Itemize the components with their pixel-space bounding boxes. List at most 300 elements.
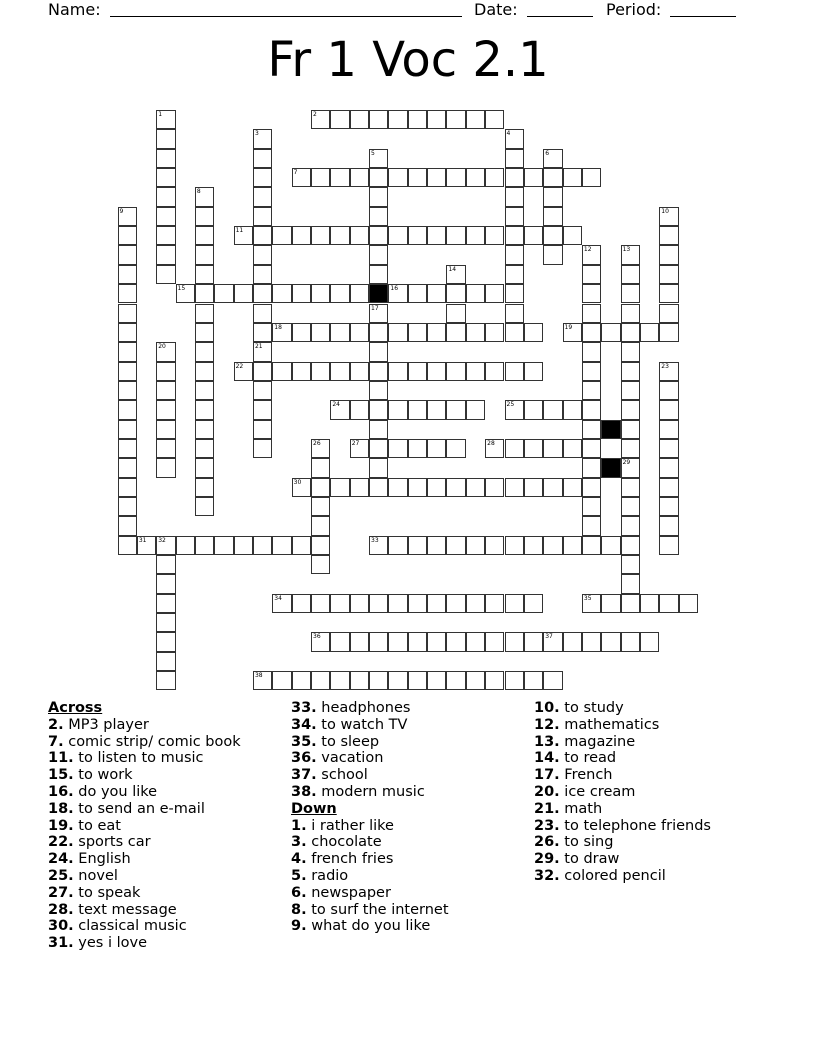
grid-cell[interactable]	[176, 284, 195, 303]
grid-cell[interactable]	[311, 478, 330, 497]
grid-cell[interactable]	[505, 168, 524, 187]
grid-cell[interactable]	[195, 497, 214, 516]
grid-cell[interactable]	[253, 245, 272, 264]
grid-cell[interactable]	[311, 110, 330, 129]
grid-cell[interactable]	[330, 110, 349, 129]
grid-cell[interactable]	[369, 362, 388, 381]
grid-cell[interactable]	[253, 323, 272, 342]
grid-cell[interactable]	[563, 226, 582, 245]
grid-cell[interactable]	[388, 110, 407, 129]
grid-cell[interactable]	[485, 323, 504, 342]
grid-cell[interactable]	[408, 323, 427, 342]
grid-cell[interactable]	[369, 381, 388, 400]
grid-cell[interactable]	[311, 284, 330, 303]
grid-cell[interactable]	[292, 478, 311, 497]
grid-cell[interactable]	[118, 516, 137, 535]
grid-cell[interactable]	[156, 149, 175, 168]
grid-cell[interactable]	[601, 632, 620, 651]
grid-cell[interactable]	[388, 632, 407, 651]
grid-cell[interactable]	[427, 632, 446, 651]
grid-cell[interactable]	[253, 129, 272, 148]
grid-cell[interactable]	[621, 555, 640, 574]
grid-cell[interactable]	[524, 632, 543, 651]
grid-cell[interactable]	[350, 632, 369, 651]
grid-cell[interactable]	[505, 362, 524, 381]
grid-cell[interactable]	[118, 439, 137, 458]
grid-cell[interactable]	[330, 400, 349, 419]
grid-cell[interactable]	[369, 400, 388, 419]
grid-cell[interactable]	[272, 362, 291, 381]
grid-cell[interactable]	[582, 168, 601, 187]
grid-cell[interactable]	[621, 536, 640, 555]
grid-cell[interactable]	[582, 245, 601, 264]
grid-cell[interactable]	[195, 420, 214, 439]
grid-cell[interactable]	[408, 478, 427, 497]
grid-cell[interactable]	[369, 594, 388, 613]
grid-cell[interactable]	[466, 226, 485, 245]
grid-cell[interactable]	[388, 168, 407, 187]
grid-cell[interactable]	[156, 187, 175, 206]
grid-cell[interactable]	[156, 574, 175, 593]
grid-cell[interactable]	[369, 245, 388, 264]
grid-cell[interactable]	[621, 594, 640, 613]
grid-cell[interactable]	[369, 478, 388, 497]
grid-cell[interactable]	[582, 420, 601, 439]
grid-cell[interactable]	[659, 304, 678, 323]
grid-cell[interactable]	[118, 381, 137, 400]
grid-cell[interactable]	[505, 129, 524, 148]
grid-cell[interactable]	[427, 478, 446, 497]
grid-cell[interactable]	[582, 594, 601, 613]
grid-cell[interactable]	[156, 652, 175, 671]
grid-cell[interactable]	[156, 613, 175, 632]
grid-cell[interactable]	[350, 400, 369, 419]
grid-cell[interactable]	[253, 420, 272, 439]
grid-cell[interactable]	[427, 110, 446, 129]
grid-cell[interactable]	[369, 439, 388, 458]
grid-cell[interactable]	[659, 207, 678, 226]
grid-cell[interactable]	[388, 671, 407, 690]
grid-cell[interactable]	[350, 226, 369, 245]
grid-cell[interactable]	[659, 420, 678, 439]
grid-cell[interactable]	[214, 536, 233, 555]
grid-cell[interactable]	[582, 284, 601, 303]
grid-cell[interactable]	[253, 207, 272, 226]
grid-cell[interactable]	[369, 342, 388, 361]
grid-cell[interactable]	[156, 400, 175, 419]
grid-cell[interactable]	[582, 516, 601, 535]
grid-cell[interactable]	[369, 149, 388, 168]
grid-cell[interactable]	[195, 207, 214, 226]
grid-cell[interactable]	[350, 439, 369, 458]
grid-cell[interactable]	[446, 594, 465, 613]
grid-cell[interactable]	[156, 245, 175, 264]
grid-cell[interactable]	[311, 594, 330, 613]
grid-cell[interactable]	[446, 671, 465, 690]
grid-cell[interactable]	[156, 594, 175, 613]
grid-cell[interactable]	[330, 478, 349, 497]
grid-cell[interactable]	[311, 323, 330, 342]
grid-cell[interactable]	[156, 226, 175, 245]
grid-cell[interactable]	[543, 226, 562, 245]
grid-cell[interactable]	[369, 536, 388, 555]
grid-cell[interactable]	[408, 439, 427, 458]
grid-cell[interactable]	[659, 400, 678, 419]
grid-cell[interactable]	[118, 265, 137, 284]
grid-cell[interactable]	[505, 284, 524, 303]
grid-cell[interactable]	[505, 439, 524, 458]
grid-cell[interactable]	[505, 245, 524, 264]
grid-cell[interactable]	[563, 439, 582, 458]
grid-cell[interactable]	[195, 245, 214, 264]
grid-cell[interactable]	[621, 478, 640, 497]
grid-cell[interactable]	[659, 323, 678, 342]
grid-cell[interactable]	[427, 439, 446, 458]
grid-cell[interactable]	[524, 400, 543, 419]
grid-cell[interactable]	[505, 226, 524, 245]
grid-cell[interactable]	[446, 536, 465, 555]
grid-cell[interactable]	[505, 149, 524, 168]
grid-cell[interactable]	[466, 400, 485, 419]
grid-cell[interactable]	[292, 284, 311, 303]
grid-cell[interactable]	[505, 671, 524, 690]
grid-cell[interactable]	[485, 284, 504, 303]
grid-cell[interactable]	[563, 478, 582, 497]
grid-cell[interactable]	[253, 362, 272, 381]
grid-cell[interactable]	[156, 129, 175, 148]
grid-cell[interactable]	[118, 226, 137, 245]
grid-cell[interactable]	[118, 342, 137, 361]
grid-cell[interactable]	[408, 110, 427, 129]
grid-cell[interactable]	[446, 226, 465, 245]
grid-cell[interactable]	[543, 187, 562, 206]
grid-cell[interactable]	[118, 536, 137, 555]
grid-cell[interactable]	[369, 420, 388, 439]
grid-cell[interactable]	[601, 323, 620, 342]
grid-cell[interactable]	[292, 536, 311, 555]
grid-cell[interactable]	[253, 168, 272, 187]
grid-cell[interactable]	[408, 536, 427, 555]
grid-cell[interactable]	[601, 594, 620, 613]
grid-cell[interactable]	[118, 362, 137, 381]
grid-cell[interactable]	[311, 168, 330, 187]
grid-cell[interactable]	[156, 207, 175, 226]
grid-cell[interactable]	[621, 516, 640, 535]
grid-cell[interactable]	[563, 536, 582, 555]
grid-cell[interactable]	[118, 478, 137, 497]
grid-cell[interactable]	[369, 284, 388, 303]
grid-cell[interactable]	[350, 168, 369, 187]
grid-cell[interactable]	[582, 400, 601, 419]
grid-cell[interactable]	[292, 362, 311, 381]
grid-cell[interactable]	[272, 226, 291, 245]
grid-cell[interactable]	[543, 536, 562, 555]
grid-cell[interactable]	[427, 323, 446, 342]
grid-cell[interactable]	[156, 265, 175, 284]
grid-cell[interactable]	[485, 671, 504, 690]
grid-cell[interactable]	[330, 362, 349, 381]
grid-cell[interactable]	[195, 226, 214, 245]
grid-cell[interactable]	[253, 187, 272, 206]
grid-cell[interactable]	[659, 245, 678, 264]
grid-cell[interactable]	[156, 420, 175, 439]
grid-cell[interactable]	[195, 187, 214, 206]
grid-cell[interactable]	[563, 168, 582, 187]
grid-cell[interactable]	[156, 632, 175, 651]
grid-cell[interactable]	[195, 342, 214, 361]
grid-cell[interactable]	[408, 671, 427, 690]
grid-cell[interactable]	[621, 362, 640, 381]
grid-cell[interactable]	[388, 478, 407, 497]
grid-cell[interactable]	[485, 226, 504, 245]
grid-cell[interactable]	[621, 265, 640, 284]
grid-cell[interactable]	[621, 304, 640, 323]
grid-cell[interactable]	[195, 265, 214, 284]
grid-cell[interactable]	[505, 400, 524, 419]
grid-cell[interactable]	[330, 168, 349, 187]
grid-cell[interactable]	[446, 323, 465, 342]
grid-cell[interactable]	[466, 284, 485, 303]
grid-cell[interactable]	[621, 458, 640, 477]
grid-cell[interactable]	[427, 671, 446, 690]
grid-cell[interactable]	[292, 168, 311, 187]
grid-cell[interactable]	[195, 381, 214, 400]
grid-cell[interactable]	[582, 342, 601, 361]
grid-cell[interactable]	[446, 439, 465, 458]
grid-cell[interactable]	[466, 323, 485, 342]
grid-cell[interactable]	[234, 226, 253, 245]
grid-cell[interactable]	[156, 671, 175, 690]
grid-cell[interactable]	[446, 265, 465, 284]
grid-cell[interactable]	[388, 323, 407, 342]
grid-cell[interactable]	[195, 284, 214, 303]
grid-cell[interactable]	[427, 284, 446, 303]
grid-cell[interactable]	[350, 362, 369, 381]
grid-cell[interactable]	[311, 632, 330, 651]
grid-cell[interactable]	[505, 594, 524, 613]
grid-cell[interactable]	[446, 304, 465, 323]
grid-cell[interactable]	[543, 632, 562, 651]
grid-cell[interactable]	[369, 110, 388, 129]
grid-cell[interactable]	[350, 478, 369, 497]
grid-cell[interactable]	[466, 362, 485, 381]
grid-cell[interactable]	[485, 110, 504, 129]
grid-cell[interactable]	[408, 362, 427, 381]
grid-cell[interactable]	[543, 168, 562, 187]
grid-cell[interactable]	[621, 420, 640, 439]
grid-cell[interactable]	[505, 323, 524, 342]
grid-cell[interactable]	[253, 304, 272, 323]
grid-cell[interactable]	[505, 207, 524, 226]
grid-cell[interactable]	[311, 516, 330, 535]
grid-cell[interactable]	[330, 632, 349, 651]
grid-cell[interactable]	[582, 632, 601, 651]
grid-cell[interactable]	[446, 362, 465, 381]
grid-cell[interactable]	[253, 381, 272, 400]
grid-cell[interactable]	[543, 671, 562, 690]
grid-cell[interactable]	[582, 439, 601, 458]
grid-cell[interactable]	[466, 671, 485, 690]
grid-cell[interactable]	[156, 342, 175, 361]
grid-cell[interactable]	[524, 478, 543, 497]
grid-cell[interactable]	[543, 439, 562, 458]
grid-cell[interactable]	[156, 536, 175, 555]
grid-cell[interactable]	[524, 594, 543, 613]
grid-cell[interactable]	[311, 226, 330, 245]
grid-cell[interactable]	[640, 632, 659, 651]
grid-cell[interactable]	[659, 594, 678, 613]
grid-cell[interactable]	[408, 594, 427, 613]
grid-cell[interactable]	[408, 400, 427, 419]
grid-cell[interactable]	[563, 400, 582, 419]
grid-cell[interactable]	[485, 478, 504, 497]
grid-cell[interactable]	[505, 304, 524, 323]
grid-cell[interactable]	[427, 400, 446, 419]
grid-cell[interactable]	[621, 400, 640, 419]
grid-cell[interactable]	[582, 381, 601, 400]
grid-cell[interactable]	[621, 342, 640, 361]
grid-cell[interactable]	[118, 400, 137, 419]
grid-cell[interactable]	[485, 594, 504, 613]
grid-cell[interactable]	[156, 439, 175, 458]
grid-cell[interactable]	[524, 362, 543, 381]
grid-cell[interactable]	[118, 284, 137, 303]
grid-cell[interactable]	[446, 110, 465, 129]
grid-cell[interactable]	[582, 497, 601, 516]
grid-cell[interactable]	[330, 284, 349, 303]
grid-cell[interactable]	[466, 110, 485, 129]
grid-cell[interactable]	[369, 168, 388, 187]
grid-cell[interactable]	[118, 304, 137, 323]
grid-cell[interactable]	[118, 497, 137, 516]
grid-cell[interactable]	[524, 226, 543, 245]
grid-cell[interactable]	[466, 478, 485, 497]
grid-cell[interactable]	[176, 536, 195, 555]
grid-cell[interactable]	[543, 478, 562, 497]
grid-cell[interactable]	[582, 304, 601, 323]
grid-cell[interactable]	[253, 226, 272, 245]
grid-cell[interactable]	[330, 594, 349, 613]
grid-cell[interactable]	[446, 284, 465, 303]
grid-cell[interactable]	[137, 536, 156, 555]
grid-cell[interactable]	[118, 323, 137, 342]
grid-cell[interactable]	[292, 594, 311, 613]
grid-cell[interactable]	[621, 284, 640, 303]
grid-cell[interactable]	[505, 265, 524, 284]
grid-cell[interactable]	[659, 478, 678, 497]
grid-cell[interactable]	[369, 265, 388, 284]
grid-cell[interactable]	[543, 245, 562, 264]
grid-cell[interactable]	[427, 226, 446, 245]
grid-cell[interactable]	[369, 187, 388, 206]
grid-cell[interactable]	[118, 245, 137, 264]
grid-cell[interactable]	[563, 323, 582, 342]
grid-cell[interactable]	[195, 400, 214, 419]
grid-cell[interactable]	[505, 632, 524, 651]
grid-cell[interactable]	[330, 226, 349, 245]
grid-cell[interactable]	[659, 497, 678, 516]
grid-cell[interactable]	[272, 284, 291, 303]
grid-cell[interactable]	[369, 304, 388, 323]
grid-cell[interactable]	[524, 671, 543, 690]
grid-cell[interactable]	[524, 536, 543, 555]
grid-cell[interactable]	[195, 536, 214, 555]
grid-cell[interactable]	[350, 671, 369, 690]
grid-cell[interactable]	[156, 362, 175, 381]
grid-cell[interactable]	[601, 536, 620, 555]
grid-cell[interactable]	[311, 671, 330, 690]
grid-cell[interactable]	[659, 439, 678, 458]
grid-cell[interactable]	[659, 226, 678, 245]
grid-cell[interactable]	[505, 536, 524, 555]
grid-cell[interactable]	[369, 632, 388, 651]
grid-cell[interactable]	[679, 594, 698, 613]
grid-cell[interactable]	[253, 439, 272, 458]
grid-cell[interactable]	[582, 458, 601, 477]
grid-cell[interactable]	[195, 323, 214, 342]
grid-cell[interactable]	[311, 439, 330, 458]
grid-cell[interactable]	[234, 362, 253, 381]
grid-cell[interactable]	[311, 458, 330, 477]
grid-cell[interactable]	[195, 439, 214, 458]
grid-cell[interactable]	[659, 458, 678, 477]
grid-cell[interactable]	[485, 536, 504, 555]
grid-cell[interactable]	[408, 632, 427, 651]
grid-cell[interactable]	[543, 149, 562, 168]
grid-cell[interactable]	[118, 458, 137, 477]
grid-cell[interactable]	[505, 187, 524, 206]
grid-cell[interactable]	[446, 168, 465, 187]
grid-cell[interactable]	[350, 323, 369, 342]
grid-cell[interactable]	[582, 265, 601, 284]
grid-cell[interactable]	[292, 671, 311, 690]
grid-cell[interactable]	[524, 439, 543, 458]
grid-cell[interactable]	[388, 594, 407, 613]
grid-cell[interactable]	[272, 594, 291, 613]
grid-cell[interactable]	[118, 207, 137, 226]
grid-cell[interactable]	[408, 284, 427, 303]
grid-cell[interactable]	[350, 284, 369, 303]
grid-cell[interactable]	[195, 304, 214, 323]
grid-cell[interactable]	[311, 362, 330, 381]
grid-cell[interactable]	[253, 284, 272, 303]
grid-cell[interactable]	[408, 226, 427, 245]
grid-cell[interactable]	[427, 168, 446, 187]
grid-cell[interactable]	[427, 362, 446, 381]
grid-cell[interactable]	[388, 284, 407, 303]
grid-cell[interactable]	[505, 478, 524, 497]
grid-cell[interactable]	[369, 671, 388, 690]
grid-cell[interactable]	[156, 381, 175, 400]
grid-cell[interactable]	[659, 362, 678, 381]
grid-cell[interactable]	[427, 594, 446, 613]
grid-cell[interactable]	[582, 362, 601, 381]
grid-cell[interactable]	[369, 207, 388, 226]
grid-cell[interactable]	[563, 632, 582, 651]
grid-cell[interactable]	[485, 439, 504, 458]
grid-cell[interactable]	[253, 671, 272, 690]
grid-cell[interactable]	[466, 594, 485, 613]
grid-cell[interactable]	[156, 110, 175, 129]
grid-cell[interactable]	[369, 458, 388, 477]
grid-cell[interactable]	[659, 284, 678, 303]
grid-cell[interactable]	[408, 168, 427, 187]
grid-cell[interactable]	[350, 594, 369, 613]
grid-cell[interactable]	[272, 671, 291, 690]
grid-cell[interactable]	[485, 632, 504, 651]
grid-cell[interactable]	[234, 536, 253, 555]
grid-cell[interactable]	[195, 478, 214, 497]
